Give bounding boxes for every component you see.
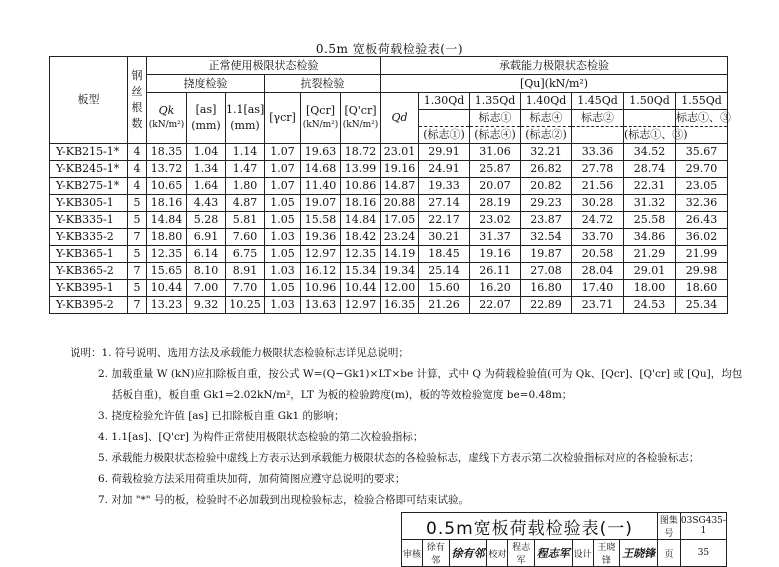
cell-capacity-value: 22.89 [521, 297, 572, 314]
qcr-label: [Qcr] [305, 104, 336, 117]
cell-g: 1.03 [265, 263, 301, 280]
cell-n: 7 [128, 229, 147, 246]
table-row [50, 229, 728, 246]
cell-capacity-value: 20.82 [521, 178, 572, 195]
cell-as11: 5.81 [226, 212, 265, 229]
cell-qk: 15.65 [147, 263, 187, 280]
mark-bottom: (标志①) [419, 127, 470, 144]
cell-n: 7 [128, 263, 147, 280]
table-row [50, 246, 728, 263]
col-bars-header: 钢丝根数 [128, 57, 147, 144]
qcr-unit: (kN/m²) [302, 120, 339, 130]
cell-capacity-value: 18.45 [419, 246, 470, 263]
cell-n: 5 [128, 280, 147, 297]
cell-qcr: 16.12 [301, 263, 341, 280]
qk-unit: (kN/m²) [148, 120, 185, 130]
cell-capacity-value: 23.05 [676, 178, 728, 195]
cell-qk: 18.80 [147, 229, 187, 246]
cell-qk: 14.84 [147, 212, 187, 229]
cell-capacity-value: 26.43 [676, 212, 728, 229]
cell-capacity-value: 25.58 [624, 212, 676, 229]
cell-capacity-value: 18.00 [624, 280, 676, 297]
cell-qd: 14.87 [381, 178, 419, 195]
cell-capacity-value: 19.33 [419, 178, 470, 195]
cell-capacity-value: 21.99 [676, 246, 728, 263]
table-row [50, 297, 728, 314]
cell-capacity-value: 33.36 [572, 144, 624, 161]
qcr2-label: [Q'cr] [344, 104, 377, 117]
checker-signature: 程志军 [534, 540, 572, 567]
cell-qcr2: 10.86 [341, 178, 381, 195]
cell-capacity-value: 23.02 [470, 212, 521, 229]
cell-qk: 12.35 [147, 246, 187, 263]
cell-as: 6.91 [187, 229, 226, 246]
cell-capacity-value: 16.20 [470, 280, 521, 297]
crack-header: 抗裂检验 [265, 75, 381, 93]
cell-capacity-value: 24.91 [419, 161, 470, 178]
qcr2-unit: (kN/m²) [342, 120, 379, 130]
cell-type: Y-KB395-1 [50, 280, 128, 297]
note-line: 7. 对加 "*" 号的板，检验时不必加载到出现检验标志，检验合格即可结束试验。 [98, 494, 469, 506]
as11-unit: (mm) [230, 119, 260, 132]
normal-use-group-header: 正常使用极限状态检验 [147, 57, 381, 75]
cell-as11: 8.91 [226, 263, 265, 280]
cell-capacity-value: 20.58 [572, 246, 624, 263]
cell-as11: 7.70 [226, 280, 265, 297]
atlas-label: 图集号 [657, 513, 680, 540]
page-label: 页 [657, 540, 680, 567]
note-line: 5. 承载能力极限状态检验中虚线上方表示达到承载能力极限状态的各检验标志，虚线下方表示第二次检验指标对应的各检验标志； [98, 452, 700, 464]
qu-header: [Qu](kN/m²) [381, 75, 728, 93]
table-row [50, 263, 728, 280]
cell-capacity-value: 20.07 [470, 178, 521, 195]
cell-g: 1.07 [265, 161, 301, 178]
reviewer-signature: 徐有邻 [449, 540, 487, 567]
as11-label: 1.1[as] [226, 103, 265, 116]
cell-capacity-value: 28.19 [470, 195, 521, 212]
deflection-header: 挠度检验 [147, 75, 265, 93]
cell-capacity-value: 26.82 [521, 161, 572, 178]
cell-qk: 18.16 [147, 195, 187, 212]
cell-capacity-value: 16.80 [521, 280, 572, 297]
reviewer-name: 徐有邻 [423, 540, 450, 567]
table-row [50, 161, 728, 178]
mark-top: 标志① [470, 110, 521, 127]
mark-bottom: (标志④) [470, 127, 521, 144]
cell-qd: 23.01 [381, 144, 419, 161]
cell-qcr2: 12.97 [341, 297, 381, 314]
cell-qk: 13.72 [147, 161, 187, 178]
table-row [50, 178, 728, 195]
cell-capacity-value: 19.87 [521, 246, 572, 263]
cell-n: 7 [128, 297, 147, 314]
cell-qk: 18.35 [147, 144, 187, 161]
cell-capacity-value: 29.91 [419, 144, 470, 161]
cell-qd: 20.88 [381, 195, 419, 212]
note-line: 说明：1. 符号说明、选用方法及承载能力极限状态检验标志详见总说明； [70, 347, 409, 359]
cell-qk: 10.65 [147, 178, 187, 195]
cell-as11: 6.75 [226, 246, 265, 263]
cell-qcr: 11.40 [301, 178, 341, 195]
load-test-table [49, 56, 731, 314]
cell-capacity-value: 31.32 [624, 195, 676, 212]
cell-qd: 14.19 [381, 246, 419, 263]
cell-qcr: 13.63 [301, 297, 341, 314]
cell-as: 6.14 [187, 246, 226, 263]
table-row [50, 144, 728, 161]
cell-type: Y-KB335-2 [50, 229, 128, 246]
notes [70, 343, 750, 511]
page-number: 35 [680, 540, 726, 567]
cell-capacity-value: 32.36 [676, 195, 728, 212]
cell-as: 7.00 [187, 280, 226, 297]
table-row [50, 195, 728, 212]
as-label: [as] [195, 103, 217, 116]
factor-header: 1.50Qd [624, 93, 676, 110]
cell-g: 1.03 [265, 229, 301, 246]
capacity-group-header: 承载能力极限状态检验 [381, 57, 728, 75]
cell-as: 4.43 [187, 195, 226, 212]
cell-qd: 19.34 [381, 263, 419, 280]
cell-capacity-value: 25.14 [419, 263, 470, 280]
cell-g: 1.05 [265, 195, 301, 212]
cell-qcr: 12.97 [301, 246, 341, 263]
cell-capacity-value: 27.78 [572, 161, 624, 178]
cell-capacity-value: 31.06 [470, 144, 521, 161]
cell-capacity-value: 19.16 [470, 246, 521, 263]
cell-capacity-value: 30.21 [419, 229, 470, 246]
cell-qcr2: 14.84 [341, 212, 381, 229]
factor-header: 1.40Qd [521, 93, 572, 110]
cell-capacity-value: 34.52 [624, 144, 676, 161]
cell-capacity-value: 33.70 [572, 229, 624, 246]
cell-as: 8.10 [187, 263, 226, 280]
cell-capacity-value: 28.04 [572, 263, 624, 280]
cell-n: 4 [128, 178, 147, 195]
cell-qcr2: 12.35 [341, 246, 381, 263]
cell-capacity-value: 17.40 [572, 280, 624, 297]
cell-n: 4 [128, 144, 147, 161]
cell-g: 1.05 [265, 212, 301, 229]
factor-header: 1.35Qd [470, 93, 521, 110]
cell-as11: 1.80 [226, 178, 265, 195]
cell-qcr2: 10.44 [341, 280, 381, 297]
cell-capacity-value: 30.28 [572, 195, 624, 212]
cell-n: 5 [128, 195, 147, 212]
cell-capacity-value: 29.23 [521, 195, 572, 212]
cell-capacity-value: 26.11 [470, 263, 521, 280]
table-row [50, 280, 728, 297]
cell-capacity-value: 25.87 [470, 161, 521, 178]
cell-as: 5.28 [187, 212, 226, 229]
cell-qcr2: 15.34 [341, 263, 381, 280]
factor-header: 1.30Qd [419, 93, 470, 110]
cell-g: 1.05 [265, 280, 301, 297]
title-block [401, 512, 727, 567]
cell-capacity-value: 27.14 [419, 195, 470, 212]
factor-header: 1.45Qd [572, 93, 624, 110]
mark-top: 标志④ [521, 110, 572, 127]
cell-type: Y-KB365-1 [50, 246, 128, 263]
mark-bottom: (标志②) [521, 127, 572, 144]
mark-top: 标志② [572, 110, 624, 127]
cell-qcr2: 18.72 [341, 144, 381, 161]
cell-capacity-value: 34.86 [624, 229, 676, 246]
cell-capacity-value: 22.17 [419, 212, 470, 229]
cell-n: 5 [128, 212, 147, 229]
factor-header: 1.55Qd [676, 93, 728, 110]
note-line: 4. 1.1[as]、[Q'cr] 为构件正常使用极限状态检验的第二次检验指标； [98, 431, 424, 443]
cell-type: Y-KB275-1* [50, 178, 128, 195]
cell-qcr: 19.63 [301, 144, 341, 161]
cell-qcr: 19.36 [301, 229, 341, 246]
cell-qd: 17.05 [381, 212, 419, 229]
cell-capacity-value: 21.29 [624, 246, 676, 263]
checker-name: 程志军 [508, 540, 535, 567]
cell-capacity-value: 24.72 [572, 212, 624, 229]
cell-capacity-value: 23.87 [521, 212, 572, 229]
cell-capacity-value: 23.71 [572, 297, 624, 314]
cell-capacity-value: 15.60 [419, 280, 470, 297]
table-row [50, 212, 728, 229]
cell-qd: 19.16 [381, 161, 419, 178]
cell-type: Y-KB305-1 [50, 195, 128, 212]
cell-qcr: 10.96 [301, 280, 341, 297]
cell-capacity-value: 32.54 [521, 229, 572, 246]
gamma-cr-label: [γcr] [265, 93, 301, 144]
cell-qcr: 14.68 [301, 161, 341, 178]
cell-qd: 16.35 [381, 297, 419, 314]
table-caption: 0.5m 宽板荷载检验表(一) [315, 42, 464, 56]
cell-qcr: 19.07 [301, 195, 341, 212]
mark-top [419, 110, 470, 127]
cell-capacity-value: 28.74 [624, 161, 676, 178]
cell-as11: 1.14 [226, 144, 265, 161]
cell-qcr2: 18.16 [341, 195, 381, 212]
cell-capacity-value: 22.07 [470, 297, 521, 314]
mark-bottom: (标志①、③) [624, 127, 676, 144]
cell-capacity-value: 25.34 [676, 297, 728, 314]
mark-top [624, 110, 676, 127]
note-line: 3. 挠度检验允许值 [as] 已扣除板自重 Gk1 的影响； [98, 410, 345, 422]
cell-qk: 13.23 [147, 297, 187, 314]
cell-capacity-value: 36.02 [676, 229, 728, 246]
cell-type: Y-KB335-1 [50, 212, 128, 229]
as-unit: (mm) [191, 119, 221, 132]
note-line: 2. 加载重量 W (kN)应扣除板自重，按公式 W=(Q−Gk1)×LT×be 计算，式中 Q 为荷载检验值(可为 Qk、[Qcr]、[Q'cr] 或 [Qu]，均包 [98, 368, 743, 380]
cell-capacity-value: 22.31 [624, 178, 676, 195]
cell-g: 1.03 [265, 297, 301, 314]
atlas-number: 03SG435-1 [680, 513, 726, 540]
cell-type: Y-KB245-1* [50, 161, 128, 178]
mark-top: 标志①、③ [676, 110, 728, 127]
cell-capacity-value: 24.53 [624, 297, 676, 314]
cell-as11: 4.87 [226, 195, 265, 212]
mark-bottom [572, 127, 624, 144]
cell-type: Y-KB395-2 [50, 297, 128, 314]
cell-capacity-value: 27.08 [521, 263, 572, 280]
cell-g: 1.07 [265, 178, 301, 195]
qd-label: Qd [391, 111, 408, 124]
cell-capacity-value: 29.01 [624, 263, 676, 280]
cell-as: 1.64 [187, 178, 226, 195]
cell-qk: 10.44 [147, 280, 187, 297]
note-line: 括板自重)，板自重 Gk1=2.02kN/m²，LT 为板的检验跨度(m)，板的等效检验宽度 be=0.48m； [112, 389, 573, 401]
cell-capacity-value: 18.60 [676, 280, 728, 297]
col-type-header: 板型 [50, 57, 128, 144]
cell-capacity-value: 31.37 [470, 229, 521, 246]
design-label: 设计 [572, 540, 593, 567]
cell-n: 4 [128, 161, 147, 178]
cell-capacity-value: 35.67 [676, 144, 728, 161]
cell-qcr2: 13.99 [341, 161, 381, 178]
cell-g: 1.05 [265, 246, 301, 263]
cell-capacity-value: 29.98 [676, 263, 728, 280]
cell-as11: 1.47 [226, 161, 265, 178]
cell-capacity-value: 21.56 [572, 178, 624, 195]
note-line: 6. 荷载检验方法采用荷重块加荷，加荷简图应遵守总说明的要求； [98, 473, 406, 485]
designer-name: 王晓锋 [593, 540, 620, 567]
review-label: 审核 [402, 540, 423, 567]
cell-as: 1.34 [187, 161, 226, 178]
cell-capacity-value: 21.26 [419, 297, 470, 314]
cell-type: Y-KB365-2 [50, 263, 128, 280]
qk-label: Qk [158, 104, 175, 117]
cell-capacity-value: 32.21 [521, 144, 572, 161]
cell-n: 5 [128, 246, 147, 263]
cell-as: 9.32 [187, 297, 226, 314]
cell-qd: 12.00 [381, 280, 419, 297]
cell-qcr2: 18.42 [341, 229, 381, 246]
cell-qd: 23.24 [381, 229, 419, 246]
designer-signature: 王晓锋 [620, 540, 658, 567]
drawing-title: 0.5m宽板荷载检验表(一) [402, 513, 658, 540]
cell-as11: 10.25 [226, 297, 265, 314]
cell-capacity-value: 29.70 [676, 161, 728, 178]
cell-g: 1.07 [265, 144, 301, 161]
cell-as11: 7.60 [226, 229, 265, 246]
check-label: 校对 [487, 540, 508, 567]
cell-type: Y-KB215-1* [50, 144, 128, 161]
cell-qcr: 15.58 [301, 212, 341, 229]
cell-as: 1.04 [187, 144, 226, 161]
